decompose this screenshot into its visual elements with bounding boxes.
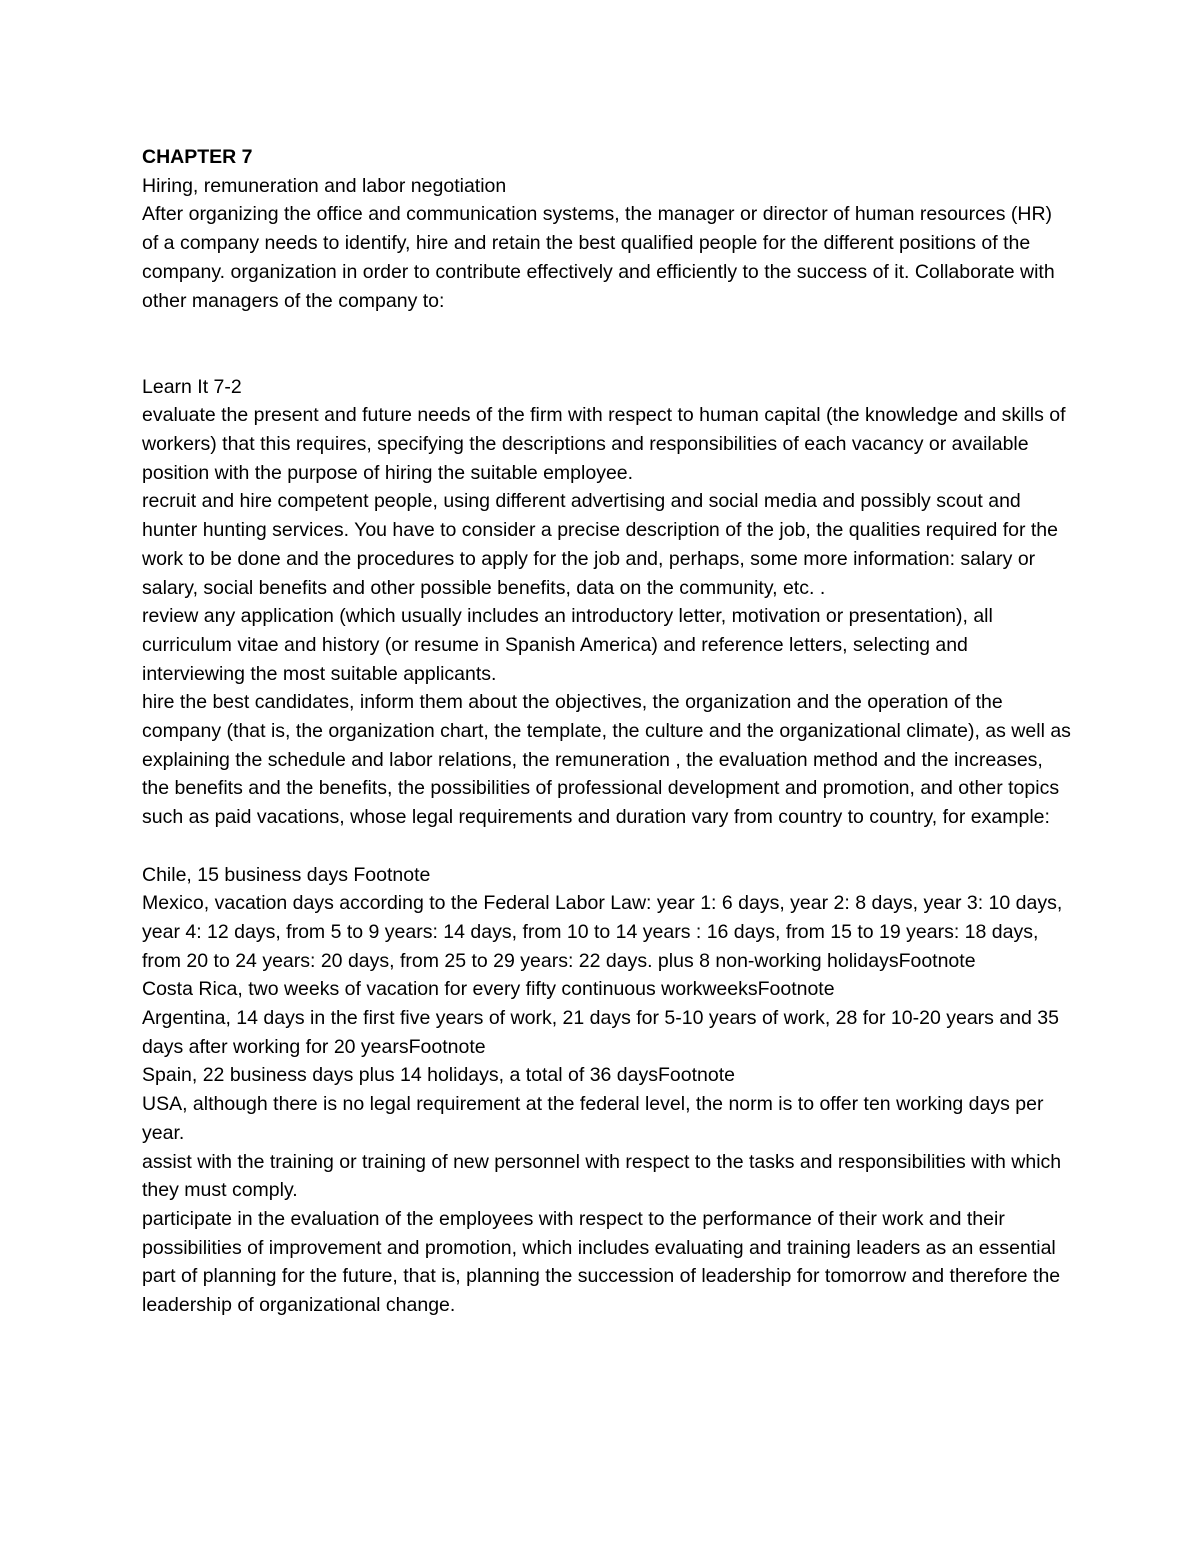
chapter-subtitle: Hiring, remuneration and labor negotiation: [142, 174, 507, 197]
paragraph-recruit: recruit and hire competent people, using different advertising and social media and possibly scout and hunter hunting services. You have to consider a precise description of the job, the qualities required for the work to be done and the procedures to apply for the job and, perhaps, some more information: salary or salary, social benefits and other possible benefits, data on the community, etc. .: [142, 490, 1058, 599]
country-usa: USA, although there is no legal requirement at the federal level, the norm is to offer ten working days per year.: [142, 1093, 1044, 1144]
paragraph-evaluate-needs: evaluate the present and future needs of the firm with respect to human capital (the knowledge and skills of workers) that this requires, specifying the descriptions and responsibilities of each vacancy or available position with the purpose of hiring the suitable employee.: [142, 404, 1066, 484]
country-argentina: Argentina, 14 days in the first five years of work, 21 days for 5-10 years of work, 28 for 10-20 years and 35 days after working for 20 yearsFootnote: [142, 1007, 1059, 1058]
country-mexico: Mexico, vacation days according to the Federal Labor Law: year 1: 6 days, year 2: 8 days, year 3: 10 days, year 4: 12 days, from 5 to 9 years: 14 days, from 10 to 14 years : 16 days, from 15 to 19 years: 18 days, from 20 to 24 years: 20 days, from 25 to 29 years: 22 days. plus 8 non-working holidaysFootnote: [142, 892, 1063, 972]
country-spain: Spain, 22 business days plus 14 holidays, a total of 36 daysFootnote: [142, 1064, 735, 1087]
country-costa-rica: Costa Rica, two weeks of vacation for every fifty continuous workweeksFootnote: [142, 978, 835, 1001]
paragraph-review-applications: review any application (which usually includes an introductory letter, motivation or presentation), all curriculum vitae and history (or resume in Spanish America) and reference letters, selecting and interviewing the most suitable applicants.: [142, 605, 993, 685]
spacer: [142, 315, 1072, 372]
country-chile: Chile, 15 business days Footnote: [142, 863, 431, 886]
paragraph-evaluation: participate in the evaluation of the employees with respect to the performance of their work and their possibilities of improvement and promotion, which includes evaluating and training leaders as an essential part of planning for the future, that is, planning the succession of leadership for tomorrow and therefore the leadership of organizational change.: [142, 1207, 1061, 1317]
spacer: [142, 832, 1072, 861]
section-heading: Learn It 7-2: [142, 375, 242, 398]
paragraph-hire-candidates: hire the best candidates, inform them about the objectives, the organization and the operation of the company (that is, the organization chart, the template, the culture and the organizational climate), as well as explaining the schedule and labor relations, the remuneration , the evaluation method and the increases, the benefits and the benefits, the possibilities of professional development and promotion, and other topics such as paid vacations, whose legal requirements and duration vary from country to country, for example:: [142, 691, 1071, 829]
chapter-title: CHAPTER 7: [142, 146, 253, 168]
paragraph-training: assist with the training or training of new personnel with respect to the tasks and responsibilities with which they must comply.: [142, 1150, 1062, 1202]
document-body: [142, 143, 1072, 1320]
intro-paragraph: After organizing the office and communication systems, the manager or director of human resources (HR) of a company needs to identify, hire and retain the best qualified people for the different positions of the company. organization in order to contribute effectively and efficiently to the success of it. Collaborate with other managers of the company to:: [142, 203, 1055, 312]
